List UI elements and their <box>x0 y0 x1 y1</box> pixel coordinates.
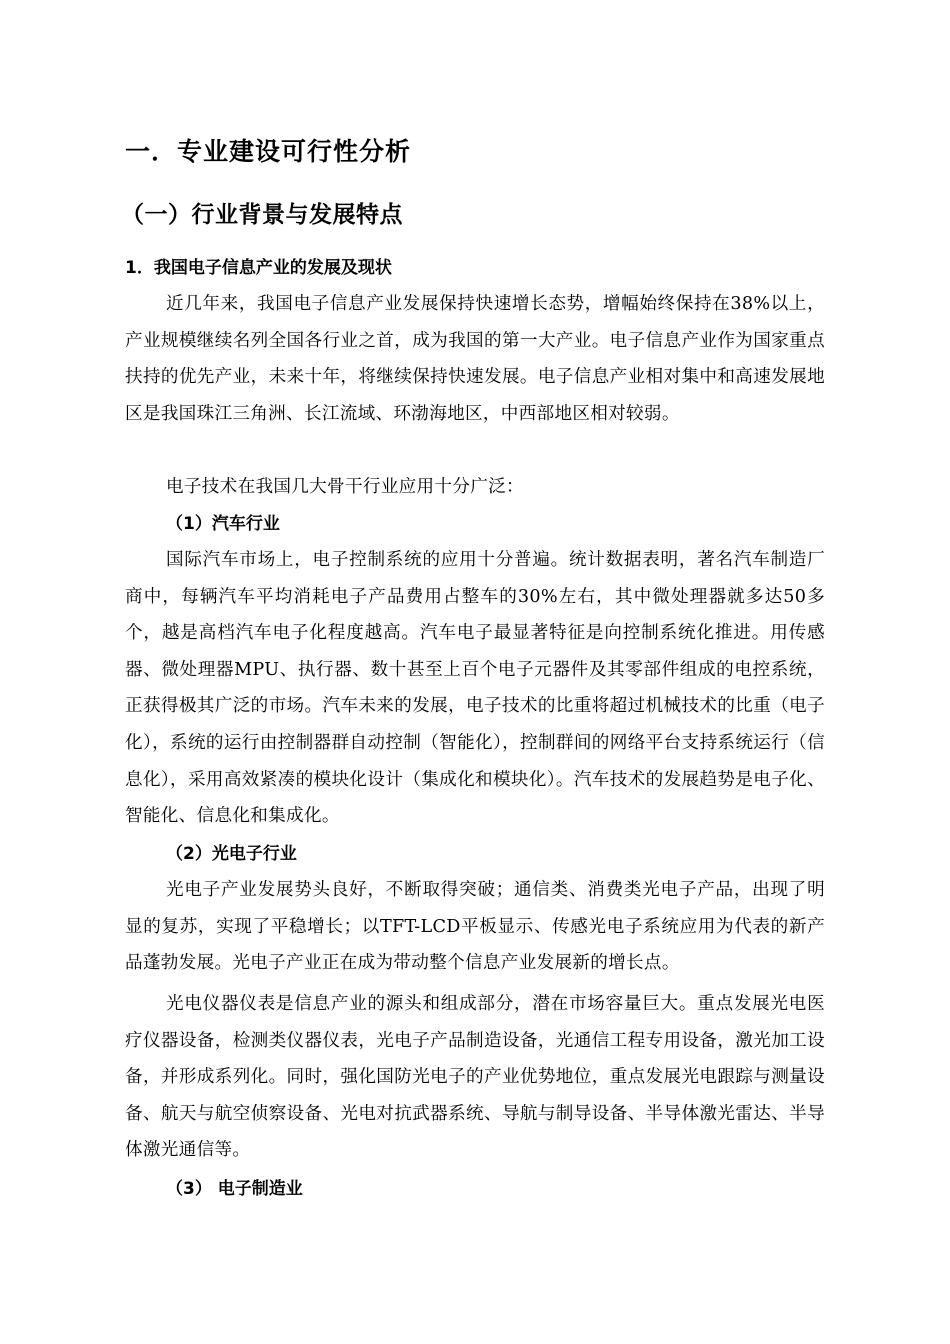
section-heading: 一．专业建设可行性分析 <box>125 137 412 166</box>
paragraph-industry-status: 近几年来，我国电子信息产业发展保持快速增长态势，增幅始终保持在38%以上，产业规模继续名列全国各行业之首，成为我国的第一大产业。电子信息产业作为国家重点扶持的优先产业，未来十年，将继续保持快速发展。电子信息产业相对集中和高速发展地区是我国珠江三角洲、长江流域、环渤海地区，中西部地区相对较弱。 <box>125 294 825 424</box>
paragraph-optoelectronics: 光电子产业发展势头良好，不断取得突破；通信类、消费类光电子产品，出现了明显的复苏，实现了平稳增长；以TFT-LCD平板显示、传感光电子系统应用为代表的新产品蓬勃发展。光电子产业正在成为带动整个信息产业发展新的增长点。 <box>125 880 825 974</box>
subheading-automotive: （1）汽车行业 <box>166 514 280 534</box>
subsection-heading: （一）行业背景与发展特点 <box>121 202 403 228</box>
subheading-optoelectronics: （2）光电子行业 <box>166 844 297 864</box>
subheading-electronics-manufacturing: （3） 电子制造业 <box>166 1179 303 1199</box>
paragraph-applications-intro: 电子技术在我国几大骨干行业应用十分广泛： <box>166 477 524 497</box>
paragraph-automotive: 国际汽车市场上，电子控制系统的应用十分普遍。统计数据表明，著名汽车制造厂商中，每辆汽车平均消耗电子产品费用占整车的30%左右，其中微处理器就多达50多个，越是高档汽车电子化程度越高。汽车电子最显著特征是向控制系统化推进。用传感器、微处理器MPU、执行器、数十甚至上百个电子元器件及其零部件组成的电控系统，正获得极其广泛的市场。汽车未来的发展，电子技术的比重将超过机械技术的比重（电子化），系统的运行由控制器群自动控制（智能化），控制群间的网络平台支持系统运行（信息化），采用高效紧凑的模块化设计（集成化和模块化）。汽车技术的发展趋势是电子化、智能化、信息化和集成化。 <box>125 550 825 827</box>
paragraph-optical-instruments: 光电仪器仪表是信息产业的源头和组成部分，潜在市场容量巨大。重点发展光电医疗仪器设备，检测类仪器仪表，光电子产品制造设备，光通信工程专用设备，激光加工设备，并形成系列化。同时，强化国防光电子的产业优势地位，重点发展光电跟踪与测量设备、航天与航空侦察设备、光电对抗武器系统、导航与制导设备、半导体激光雷达、半导体激光通信等。 <box>125 994 825 1161</box>
topic-heading: 1．我国电子信息产业的发展及现状 <box>125 258 392 278</box>
